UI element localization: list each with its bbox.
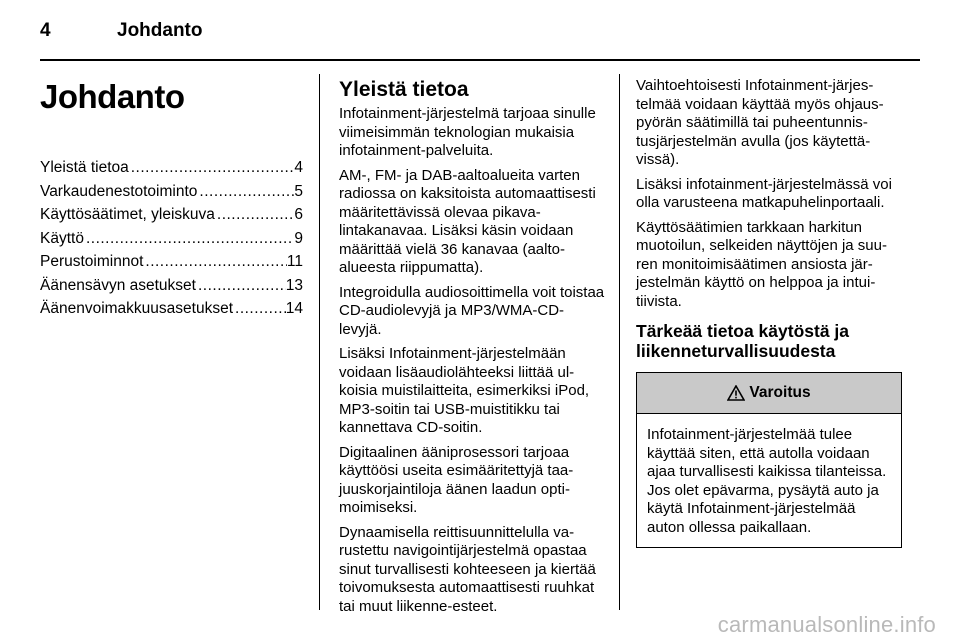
toc-entry-label: Äänenvoimakkuusasetukset — [40, 300, 234, 317]
text-column-2 — [636, 77, 902, 548]
subsection-heading: Tärkeää tietoa käytöstä ja liikenneturvallisuudesta — [636, 321, 850, 361]
toc-entry-page: 4 — [294, 159, 303, 176]
toc-leader — [196, 274, 286, 298]
toc-entry[interactable] — [40, 250, 303, 274]
running-title: Johdanto — [117, 20, 203, 41]
toc-entry-page: 6 — [294, 206, 303, 223]
toc-entry-label: Käyttösäätimet, yleiskuva — [40, 206, 215, 223]
column-divider — [619, 74, 620, 610]
warning-box — [636, 372, 902, 548]
toc-leader — [129, 156, 295, 180]
warning-title: Varoitus — [749, 384, 811, 401]
warning-body — [637, 414, 901, 547]
warning-header — [637, 373, 901, 414]
warning-triangle-icon — [727, 385, 745, 401]
toc-entry-label: Käyttö — [40, 229, 84, 247]
toc-entry[interactable] — [40, 203, 303, 227]
toc-entry-page: 13 — [285, 276, 303, 294]
body-paragraph: Digitaalinen ääniprosessori tarjoaa käyttöösi useita esimääritettyjä taajuuskorjaintiloja äänen laadun optimoimiseksi. — [339, 443, 574, 516]
watermark: carmanualsonline.info — [717, 612, 936, 637]
toc-list — [40, 156, 303, 321]
toc-leader — [233, 297, 286, 321]
body-paragraph: Lisäksi infotainment-järjestelmässä voi olla varusteena matkapuhelinportaali. — [636, 175, 892, 211]
body-paragraph: Lisäksi Infotainment-järjestelmään voidaan lisäaudiolähteeksi liittää ulkoisia muistilaitteita, esimerkiksi iPod, MP3-soitin tai USB-muistitikku tai kannettava CD-soitin. — [339, 345, 590, 436]
toc-column — [40, 68, 303, 321]
section-heading: Yleistä tietoa — [339, 78, 469, 101]
toc-entry-page: 14 — [285, 300, 303, 317]
toc-leader — [84, 227, 294, 251]
body-paragraph: Integroidulla audiosoittimella voit toistaa CD-audiolevyjä ja MP3/WMA-CD-levyjä. — [339, 283, 605, 338]
toc-entry-page: 11 — [286, 253, 303, 270]
column-divider — [319, 74, 320, 610]
toc-entry[interactable] — [40, 156, 303, 180]
toc-entry-label: Varkaudenestotoiminto — [40, 182, 198, 200]
header-rule — [40, 59, 920, 61]
toc-leader — [197, 180, 294, 204]
toc-entry-label: Äänensävyn asetukset — [40, 276, 196, 294]
toc-leader — [215, 203, 294, 227]
toc-entry[interactable] — [40, 297, 303, 321]
toc-entry[interactable] — [40, 180, 303, 204]
body-paragraph: Käyttösäätimien tarkkaan harkitun muotoilun, selkeiden näyttöjen ja suuren monitoimisäätimen ansiosta järjestelmän käyttö on helppoa ja intuitiivista. — [636, 218, 887, 310]
toc-leader — [143, 250, 287, 274]
toc-entry-page: 9 — [294, 229, 303, 247]
body-paragraph: Vaihtoehtoisesti Infotainment-järjestelmää voidaan käyttää myös ohjauspyörän säätimillä tai puheentunnistusjärjestelmän avulla (jos käytettävissä). — [636, 77, 884, 168]
body-paragraph: Infotainment-järjestelmä tarjoaa sinulle viimeisimmän teknologian mukaisia infotainment-palveluita. — [339, 105, 596, 159]
toc-entry[interactable] — [40, 227, 303, 251]
body-paragraph: Dynaamisella reittisuunnittelulla varustettu navigointijärjestelmä opastaa sinut turvallisesti kohteeseen ja kiertää toivomuksesta automaattisesti ruuhkat tai muut liikenne-esteet. — [339, 523, 596, 615]
toc-entry[interactable] — [40, 274, 303, 298]
warning-text: Infotainment-järjestelmää tulee käyttää siten, että autolla voidaan ajaa turvallisesti kaikissa tilanteissa. Jos olet epävarma, pysäytä auto ja käytä Infotainment-järjestelmää auton ollessa paikallaan. — [647, 426, 887, 536]
body-paragraph: AM-, FM- ja DAB-aaltoalueita varten radiossa on kaksitoista automaattisesti määritettävissä olevaa pikavalintakanavaa. Lisäksi käsin voidaan määrittää vielä 36 kanavaa (aaltoalueesta riippumatta). — [339, 166, 596, 276]
page-number: 4 — [40, 20, 51, 41]
toc-entry-label: Yleistä tietoa — [40, 159, 129, 176]
toc-entry-label: Perustoiminnot — [40, 253, 144, 270]
chapter-title: Johdanto — [40, 78, 185, 115]
text-column-1 — [339, 78, 605, 622]
toc-entry-page: 5 — [294, 182, 303, 200]
